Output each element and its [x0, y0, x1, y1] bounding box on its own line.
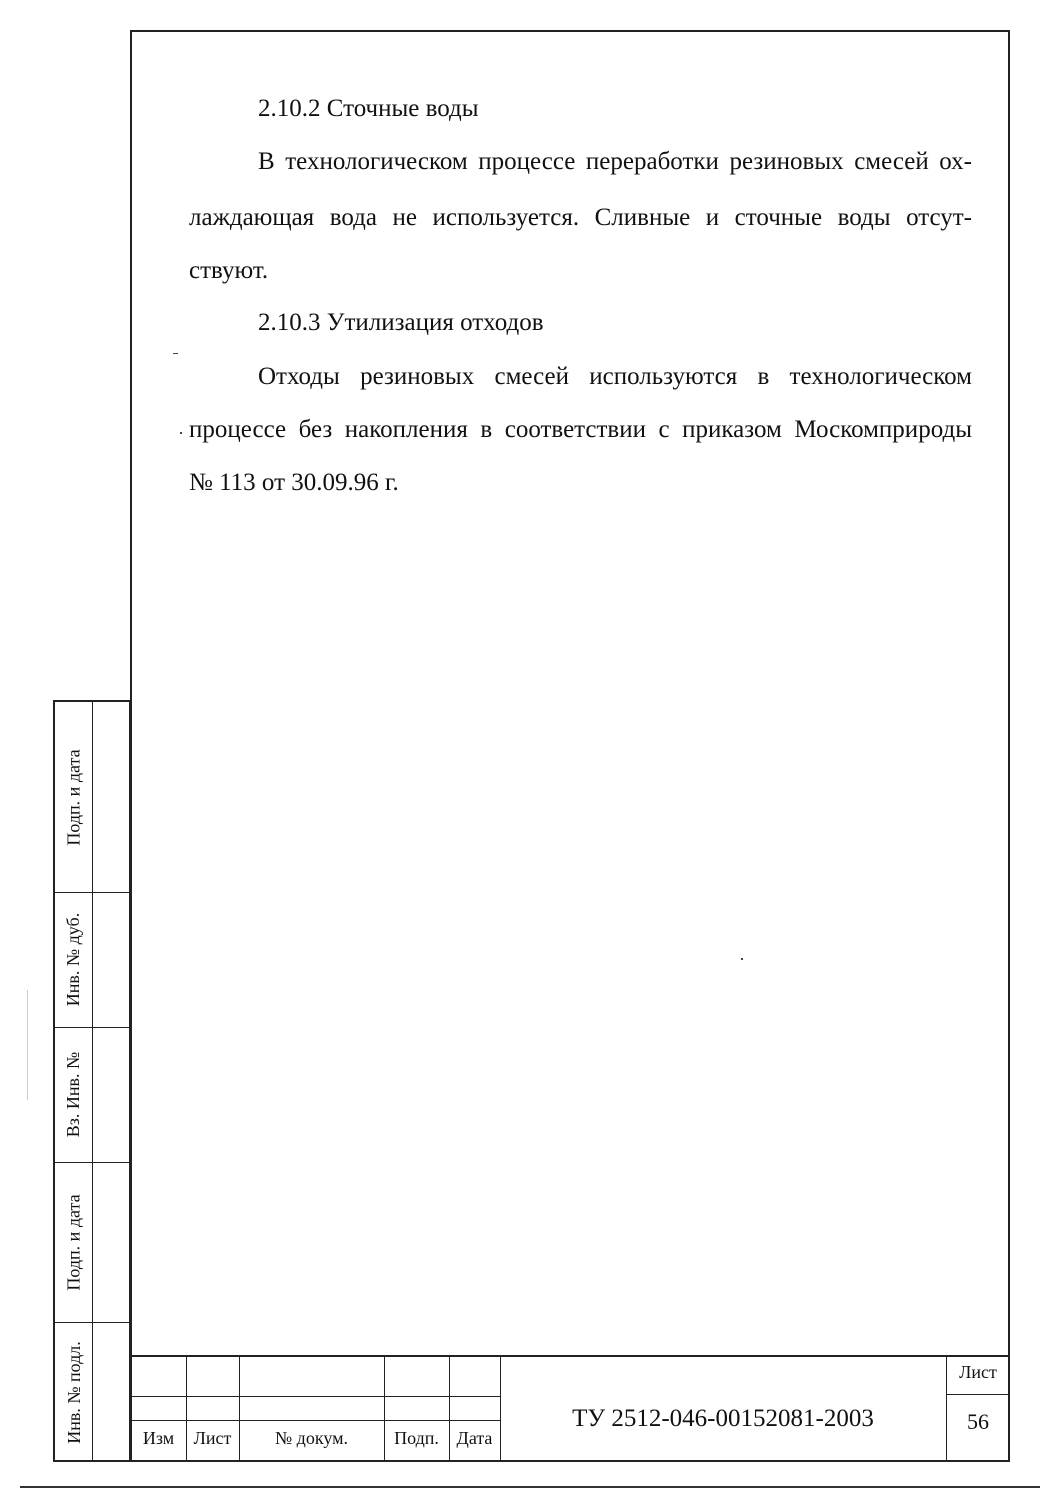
paragraph-disposal-line-1: Отходы резиновых смесей используются в технологическом [258, 363, 972, 390]
title-block-col-sheet: Лист [193, 1428, 232, 1448]
page-frame [130, 30, 1010, 1462]
paragraph-wastewater-line-3: ствуют. [189, 257, 269, 284]
title-block-row-line [946, 1394, 1010, 1395]
title-block-row-line [131, 1420, 500, 1421]
section-heading-wastewater: 2.10.2 Сточные воды [258, 95, 479, 122]
side-label-sign-date-2: Подп. и дата [63, 1193, 84, 1291]
section-heading-waste-disposal: 2.10.3 Утилизация отходов [258, 309, 544, 336]
document-code: ТУ 2512-046-00152081-2003 [572, 1405, 874, 1432]
title-block-col-date: Дата [456, 1428, 493, 1448]
side-label-inv-instead: Вз. Инв. № [63, 1051, 84, 1138]
title-block-col-change: Изм [142, 1428, 175, 1448]
paragraph-wastewater-line-2: лаждающая вода не используется. Сливные и сточные воды отсут- [189, 204, 972, 231]
scan-speck [173, 353, 178, 354]
paragraph-disposal-line-2: процессе без накопления в соответствии с приказом Москомприроды [189, 416, 972, 443]
side-label-inv-dup: Инв. № дуб. [63, 912, 84, 1007]
title-block-row-line [131, 1396, 500, 1397]
scan-speck [741, 958, 743, 960]
side-stamp-divider [92, 702, 93, 1460]
paragraph-wastewater-line-1: В технологическом процессе переработки резиновых смесей ох- [258, 148, 972, 175]
sheet-number: 56 [967, 1409, 989, 1434]
title-block-col-signature: Подп. [394, 1428, 439, 1448]
scan-speck [27, 990, 28, 1100]
scan-speck [180, 432, 182, 434]
title-block-col-doc-number: № докум. [275, 1428, 348, 1448]
sheet-label: Лист [959, 1362, 997, 1382]
side-label-inv-original: Инв. № подл. [63, 1340, 84, 1444]
side-stamp [53, 700, 131, 1462]
title-block-col-line [946, 1357, 947, 1462]
side-label-sign-date-1: Подп. и дата [63, 748, 84, 846]
paragraph-disposal-line-3: № 113 от 30.09.96 г. [189, 469, 399, 496]
scan-edge-line [20, 1486, 1040, 1488]
